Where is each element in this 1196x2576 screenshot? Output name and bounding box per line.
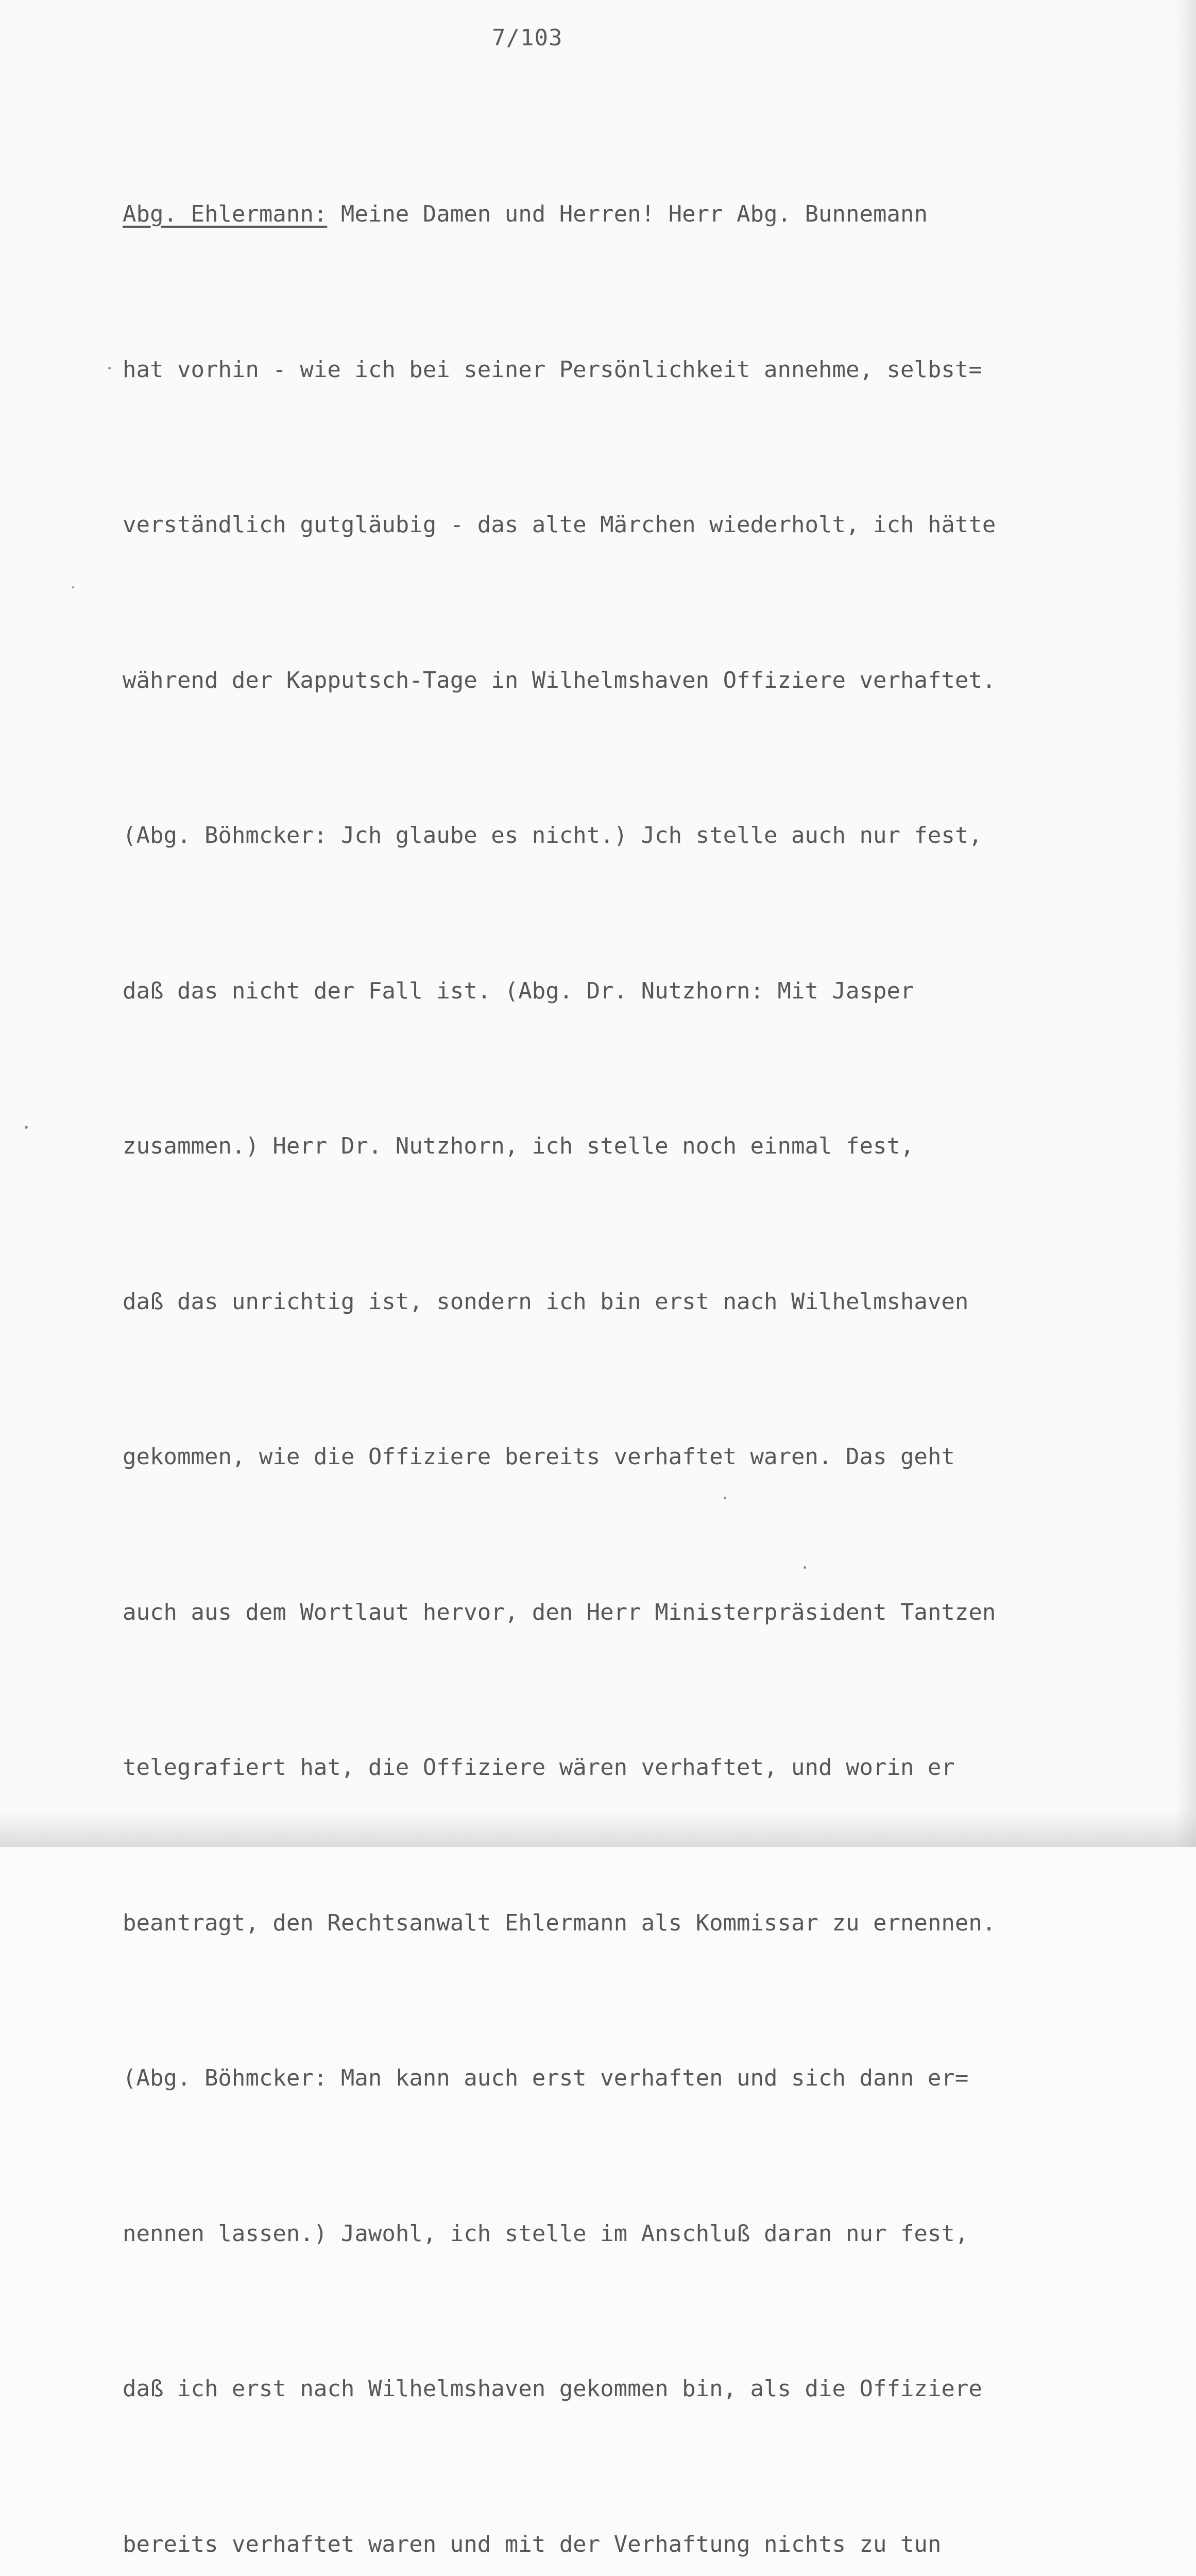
transcript-line: daß das nicht der Fall ist. (Abg. Dr. Nutzhorn: Mit Jasper: [123, 977, 914, 1004]
transcript-line: verständlich gutgläubig - das alte Märchen wiederholt, ich hätte: [123, 512, 996, 538]
transcript-line: (Abg. Böhmcker: Jch glaube es nicht.) Jch stelle auch nur fest,: [123, 822, 982, 849]
paper-speck: [108, 367, 111, 369]
transcript-line: bereits verhaftet waren und mit der Verhaftung nichts zu tun: [123, 2531, 942, 2557]
transcript-text: [123, 85, 1178, 2576]
transcript-line: (Abg. Böhmcker: Man kann auch erst verhaften und sich dann er=: [123, 2065, 969, 2091]
transcript-line: auch aus dem Wortlaut hervor, den Herr Ministerpräsident Tantzen: [123, 1599, 996, 1625]
transcript-line: zusammen.) Herr Dr. Nutzhorn, ich stelle noch einmal fest,: [123, 1133, 914, 1159]
speaker-label: Abg. Ehlermann:: [123, 201, 328, 227]
first-line-text: Meine Damen und Herren! Herr Abg. Bunnemann: [327, 201, 928, 227]
paper-speck: [25, 1126, 28, 1129]
page-number: 7/103: [492, 25, 563, 51]
transcript-line: beantragt, den Rechtsanwalt Ehlermann als Kommissar zu ernennen.: [123, 1909, 996, 1936]
transcript-line: daß das unrichtig ist, sondern ich bin erst nach Wilhelmshaven: [123, 1288, 969, 1315]
transcript-line: gekommen, wie die Offiziere bereits verhaftet waren. Das geht: [123, 1444, 955, 1470]
transcript-line: hat vorhin - wie ich bei seiner Persönlichkeit annehme, selbst=: [123, 356, 982, 383]
page-edge-shadow-right: [1175, 0, 1196, 1847]
transcript-line-first: [123, 189, 1178, 241]
transcript-line: während der Kapputsch-Tage in Wilhelmshaven Offiziere verhaftet.: [123, 667, 996, 693]
transcript-line: telegrafiert hat, die Offiziere wären verhaftet, und worin er: [123, 1754, 955, 1781]
transcript-line: nennen lassen.) Jawohl, ich stelle im Anschluß daran nur fest,: [123, 2220, 969, 2247]
paper-speck: [72, 586, 74, 588]
transcript-line: daß ich erst nach Wilhelmshaven gekommen bin, als die Offiziere: [123, 2376, 982, 2402]
